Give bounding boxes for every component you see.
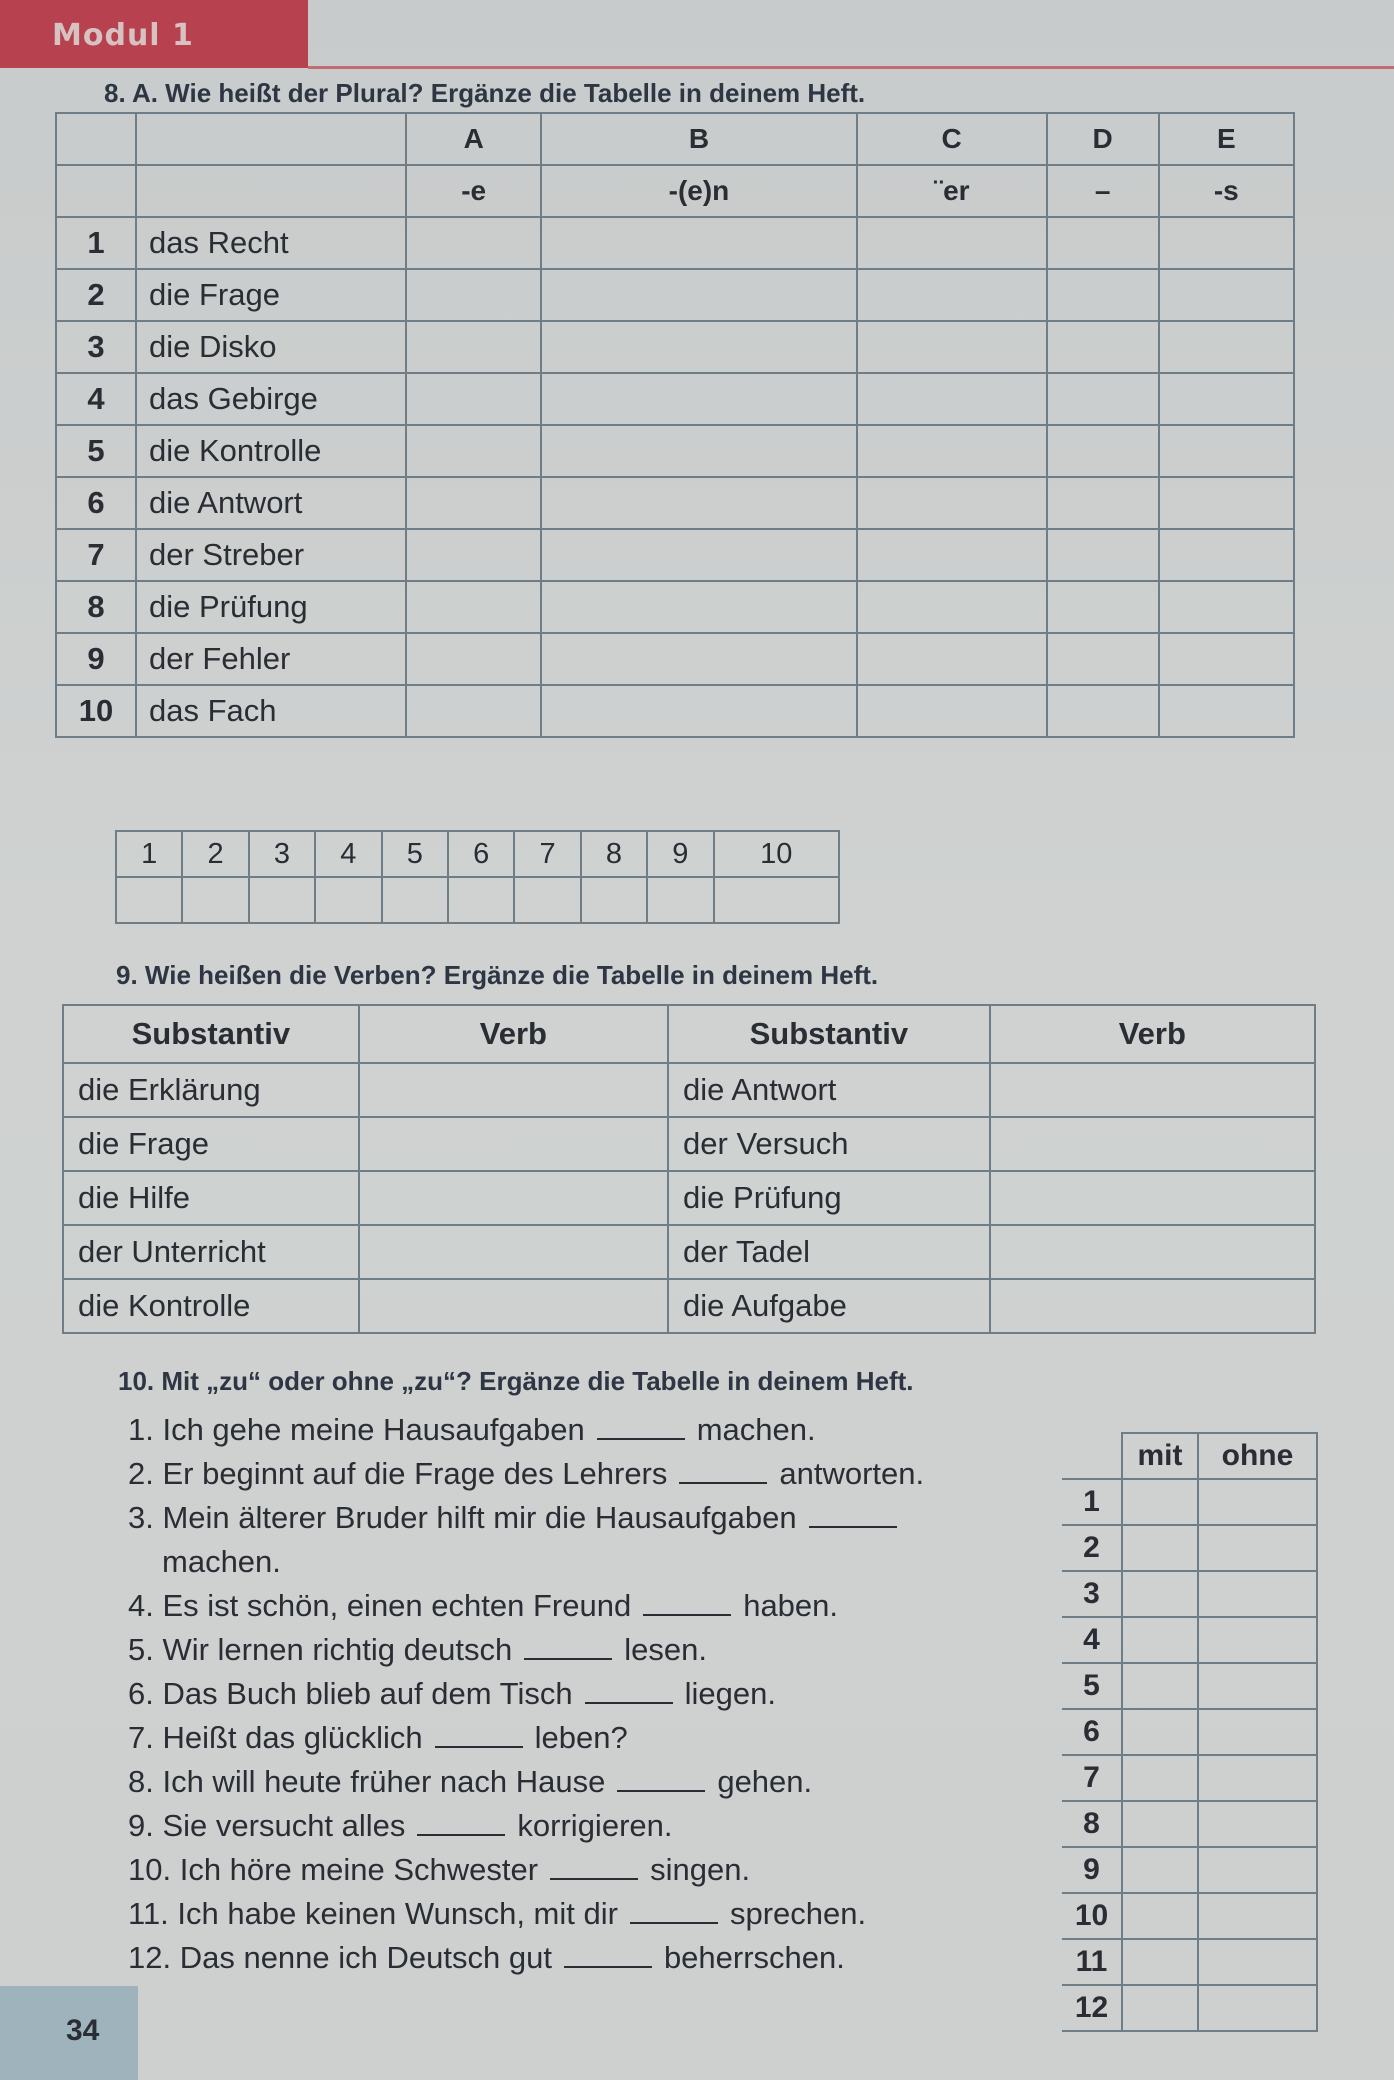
noun: die Antwort <box>668 1063 990 1117</box>
answer-cell <box>406 477 541 529</box>
header-substantiv: Substantiv <box>668 1005 990 1063</box>
corner-cell <box>56 113 136 165</box>
answer-cell <box>1122 1709 1198 1755</box>
table-row <box>56 425 1294 477</box>
sentence-text: sprechen. <box>729 1896 867 1931</box>
answer-cell <box>406 581 541 633</box>
noun: die Prüfung <box>136 581 406 633</box>
noun: die Frage <box>63 1117 359 1171</box>
row-number: 10 <box>56 685 136 737</box>
sentence-text: 6. Das Buch blieb auf dem Tisch <box>128 1676 573 1711</box>
sentence-text: 10. Ich höre meine Schwester <box>128 1852 539 1887</box>
column-header-b: B <box>541 113 856 165</box>
header-ohne: ohne <box>1198 1433 1317 1479</box>
answer-cell <box>1159 321 1294 373</box>
answer-cell <box>1198 1801 1317 1847</box>
sentence-text: haben. <box>743 1588 839 1623</box>
sentence-text: 9. Sie versucht alles <box>128 1808 406 1843</box>
answer-cell <box>1198 1479 1317 1525</box>
answer-cell <box>1047 633 1159 685</box>
answer-number: 10 <box>714 831 839 877</box>
answer-cell <box>1047 321 1159 373</box>
answer-cell <box>857 217 1047 269</box>
answer-cell <box>448 877 514 923</box>
answer-cell <box>1122 1525 1198 1571</box>
row-number: 6 <box>1062 1709 1122 1755</box>
sentence-text: beherrschen. <box>663 1940 845 1975</box>
module-label: Modul 1 <box>52 18 194 53</box>
corner-cell <box>1062 1433 1122 1479</box>
answer-cell <box>541 581 856 633</box>
list-item <box>128 1584 1048 1628</box>
header-verb: Verb <box>990 1005 1315 1063</box>
answer-cell <box>406 269 541 321</box>
blank-line <box>524 1636 612 1660</box>
answer-cell <box>406 425 541 477</box>
list-item <box>128 1936 1048 1980</box>
ending-e: -s <box>1159 165 1294 217</box>
row-number: 5 <box>56 425 136 477</box>
answer-cell <box>406 373 541 425</box>
table-row <box>1062 1571 1317 1617</box>
noun: der Fehler <box>136 633 406 685</box>
answer-cell <box>541 633 856 685</box>
table-row <box>56 633 1294 685</box>
row-number: 2 <box>1062 1525 1122 1571</box>
row-number: 5 <box>1062 1663 1122 1709</box>
table-row <box>1062 1525 1317 1571</box>
list-item <box>128 1540 1048 1584</box>
table-row <box>56 321 1294 373</box>
sentence-list <box>128 1408 1048 1980</box>
verb-cell <box>990 1171 1315 1225</box>
blank-line <box>417 1812 505 1836</box>
column-header-e: E <box>1159 113 1294 165</box>
row-number: 8 <box>56 581 136 633</box>
answer-cell <box>1122 1479 1198 1525</box>
answer-cell <box>1159 633 1294 685</box>
verb-cell <box>359 1225 668 1279</box>
noun: die Aufgabe <box>668 1279 990 1333</box>
answer-cell <box>1198 1985 1317 2031</box>
answer-number: 9 <box>647 831 713 877</box>
answer-cell <box>1159 373 1294 425</box>
answer-cell <box>857 425 1047 477</box>
table-row <box>56 477 1294 529</box>
list-item <box>128 1672 1048 1716</box>
table-row <box>63 1225 1315 1279</box>
ending-b: -(e)n <box>541 165 856 217</box>
sentence-text: 11. Ich habe keinen Wunsch, mit dir <box>128 1896 618 1931</box>
answer-cell <box>1198 1663 1317 1709</box>
answer-cell <box>1047 477 1159 529</box>
list-item <box>128 1408 1048 1452</box>
list-item <box>128 1628 1048 1672</box>
plural-table <box>55 112 1295 738</box>
table-row <box>1062 1985 1317 2031</box>
answer-cell <box>1122 1663 1198 1709</box>
table-row <box>56 217 1294 269</box>
answer-cell <box>857 529 1047 581</box>
answer-number: 7 <box>514 831 580 877</box>
list-item <box>128 1452 1048 1496</box>
zu-table <box>1062 1432 1318 2032</box>
header-verb: Verb <box>359 1005 668 1063</box>
sentence-text: leben? <box>534 1720 628 1755</box>
sentence-text: antworten. <box>779 1456 925 1491</box>
answer-cell <box>1159 477 1294 529</box>
table-row <box>1062 1939 1317 1985</box>
noun: die Erklärung <box>63 1063 359 1117</box>
answer-cell <box>714 877 839 923</box>
row-number: 11 <box>1062 1939 1122 1985</box>
answer-cell <box>541 217 856 269</box>
table-row <box>1062 1755 1317 1801</box>
answer-cell <box>541 685 856 737</box>
blank-line <box>585 1680 673 1704</box>
column-header-d: D <box>1047 113 1159 165</box>
corner-cell <box>56 165 136 217</box>
corner-cell <box>136 113 406 165</box>
answer-cell <box>1198 1525 1317 1571</box>
table-row <box>1062 1617 1317 1663</box>
answer-cell <box>406 633 541 685</box>
list-item <box>128 1760 1048 1804</box>
noun: das Recht <box>136 217 406 269</box>
answer-cell <box>1159 269 1294 321</box>
answer-cell <box>541 321 856 373</box>
row-number: 7 <box>56 529 136 581</box>
table-row <box>1062 1801 1317 1847</box>
answer-cell <box>116 877 182 923</box>
blank-line <box>809 1504 897 1528</box>
answer-cell <box>541 529 856 581</box>
sentence-text: 3. Mein älterer Bruder hilft mir die Hausaufgaben <box>128 1500 797 1535</box>
row-number: 10 <box>1062 1893 1122 1939</box>
ending-d: – <box>1047 165 1159 217</box>
sentence-text: liegen. <box>684 1676 776 1711</box>
table-row <box>63 1117 1315 1171</box>
answer-number: 5 <box>382 831 448 877</box>
sentence-text: 4. Es ist schön, einen echten Freund <box>128 1588 632 1623</box>
noun: die Hilfe <box>63 1171 359 1225</box>
answer-cell <box>857 321 1047 373</box>
noun: der Versuch <box>668 1117 990 1171</box>
sentence-text: korrigieren. <box>517 1808 673 1843</box>
answer-cell <box>541 425 856 477</box>
table-row <box>1062 1893 1317 1939</box>
answer-cell <box>1047 217 1159 269</box>
answer-cell <box>1159 529 1294 581</box>
verb-cell <box>359 1063 668 1117</box>
verb-table <box>62 1004 1316 1334</box>
noun: das Fach <box>136 685 406 737</box>
table-row <box>1062 1479 1317 1525</box>
task10-title: 10. Mit „zu“ oder ohne „zu“? Ergänze die Tabelle in deinem Heft. <box>118 1366 914 1396</box>
row-number: 12 <box>1062 1985 1122 2031</box>
answer-cell <box>1047 529 1159 581</box>
answer-number: 4 <box>315 831 381 877</box>
verb-cell <box>359 1279 668 1333</box>
table-row <box>63 1171 1315 1225</box>
answer-cell <box>1047 581 1159 633</box>
answer-cell <box>406 685 541 737</box>
answer-cell <box>857 685 1047 737</box>
answer-cell <box>1198 1893 1317 1939</box>
row-number: 4 <box>1062 1617 1122 1663</box>
answer-cell <box>1198 1847 1317 1893</box>
row-number: 1 <box>1062 1479 1122 1525</box>
row-number: 9 <box>56 633 136 685</box>
answer-cell <box>1198 1709 1317 1755</box>
sentence-text: singen. <box>650 1852 751 1887</box>
header-rule <box>308 66 1394 69</box>
answer-cell <box>1047 685 1159 737</box>
row-number: 3 <box>56 321 136 373</box>
answer-cell <box>1159 425 1294 477</box>
answer-cell <box>1122 1755 1198 1801</box>
answer-cell <box>1047 269 1159 321</box>
row-number: 1 <box>56 217 136 269</box>
corner-cell <box>136 165 406 217</box>
header-substantiv: Substantiv <box>63 1005 359 1063</box>
answer-number: 8 <box>581 831 647 877</box>
answer-cell <box>1047 425 1159 477</box>
row-number: 6 <box>56 477 136 529</box>
sentence-text: 5. Wir lernen richtig deutsch <box>128 1632 513 1667</box>
answer-cell <box>1122 1893 1198 1939</box>
row-number: 7 <box>1062 1755 1122 1801</box>
answer-cell <box>406 529 541 581</box>
answer-cell <box>1122 1847 1198 1893</box>
answer-number: 1 <box>116 831 182 877</box>
answer-number: 6 <box>448 831 514 877</box>
answer-number: 2 <box>182 831 248 877</box>
sentence-text: machen. <box>696 1412 816 1447</box>
sentence-text: lesen. <box>624 1632 707 1667</box>
table-row <box>1062 1709 1317 1755</box>
answer-strip <box>115 830 840 924</box>
answer-cell <box>406 217 541 269</box>
answer-cell <box>1198 1755 1317 1801</box>
noun: das Gebirge <box>136 373 406 425</box>
answer-cell <box>857 373 1047 425</box>
list-item <box>128 1496 1048 1540</box>
answer-cell <box>382 877 448 923</box>
list-item <box>128 1716 1048 1760</box>
list-item <box>128 1848 1048 1892</box>
noun: die Disko <box>136 321 406 373</box>
blank-line <box>630 1900 718 1924</box>
table-row <box>63 1279 1315 1333</box>
answer-cell <box>406 321 541 373</box>
table-row <box>56 685 1294 737</box>
answer-cell <box>1198 1617 1317 1663</box>
answer-cell <box>1122 1571 1198 1617</box>
blank-line <box>679 1460 767 1484</box>
sentence-text: gehen. <box>717 1764 813 1799</box>
verb-cell <box>990 1225 1315 1279</box>
ending-c: ¨er <box>857 165 1047 217</box>
answer-cell <box>541 269 856 321</box>
noun: der Tadel <box>668 1225 990 1279</box>
noun: die Prüfung <box>668 1171 990 1225</box>
verb-cell <box>359 1171 668 1225</box>
row-number: 2 <box>56 269 136 321</box>
verb-cell <box>990 1063 1315 1117</box>
ending-a: -e <box>406 165 541 217</box>
row-number: 8 <box>1062 1801 1122 1847</box>
answer-cell <box>647 877 713 923</box>
answer-cell <box>315 877 381 923</box>
blank-line <box>550 1856 638 1880</box>
answer-cell <box>581 877 647 923</box>
answer-cell <box>1198 1939 1317 1985</box>
answer-cell <box>541 373 856 425</box>
table-row <box>63 1063 1315 1117</box>
list-item <box>128 1804 1048 1848</box>
row-number: 3 <box>1062 1571 1122 1617</box>
row-number: 4 <box>56 373 136 425</box>
task8-title: 8. A. Wie heißt der Plural? Ergänze die Tabelle in deinem Heft. <box>104 78 866 108</box>
list-item <box>128 1892 1048 1936</box>
answer-cell <box>1122 1617 1198 1663</box>
sentence-text: 7. Heißt das glücklich <box>128 1720 423 1755</box>
blank-line <box>597 1416 685 1440</box>
answer-cell <box>857 581 1047 633</box>
answer-cell <box>1159 217 1294 269</box>
table-row <box>56 529 1294 581</box>
sentence-text: 2. Er beginnt auf die Frage des Lehrers <box>128 1456 668 1491</box>
answer-cell <box>1122 1985 1198 2031</box>
verb-cell <box>990 1117 1315 1171</box>
page-number: 34 <box>66 2014 100 2047</box>
table-row <box>1062 1847 1317 1893</box>
answer-cell <box>1198 1571 1317 1617</box>
answer-cell <box>514 877 580 923</box>
row-number: 9 <box>1062 1847 1122 1893</box>
answer-number: 3 <box>249 831 315 877</box>
table-row <box>56 373 1294 425</box>
answer-cell <box>1047 373 1159 425</box>
noun: die Kontrolle <box>136 425 406 477</box>
column-header-c: C <box>857 113 1047 165</box>
sentence-text: 8. Ich will heute früher nach Hause <box>128 1764 606 1799</box>
verb-cell <box>359 1117 668 1171</box>
header-mit: mit <box>1122 1433 1198 1479</box>
answer-cell <box>541 477 856 529</box>
noun: der Unterricht <box>63 1225 359 1279</box>
answer-cell <box>857 633 1047 685</box>
answer-cell <box>1122 1801 1198 1847</box>
blank-line <box>617 1768 705 1792</box>
sentence-text: 12. Das nenne ich Deutsch gut <box>128 1940 552 1975</box>
answer-cell <box>1159 685 1294 737</box>
task9-title: 9. Wie heißen die Verben? Ergänze die Tabelle in deinem Heft. <box>116 960 879 990</box>
noun: die Frage <box>136 269 406 321</box>
column-header-a: A <box>406 113 541 165</box>
noun: die Antwort <box>136 477 406 529</box>
table-row <box>1062 1663 1317 1709</box>
verb-cell <box>990 1279 1315 1333</box>
noun: der Streber <box>136 529 406 581</box>
answer-cell <box>857 269 1047 321</box>
blank-line <box>435 1724 523 1748</box>
answer-cell <box>1159 581 1294 633</box>
table-row <box>56 581 1294 633</box>
noun: die Kontrolle <box>63 1279 359 1333</box>
answer-cell <box>249 877 315 923</box>
answer-cell <box>182 877 248 923</box>
blank-line <box>643 1592 731 1616</box>
sentence-text: 1. Ich gehe meine Hausaufgaben <box>128 1412 585 1447</box>
answer-cell <box>1122 1939 1198 1985</box>
table-row <box>56 269 1294 321</box>
sentence-text: machen. <box>162 1544 281 1579</box>
answer-cell <box>857 477 1047 529</box>
blank-line <box>564 1944 652 1968</box>
